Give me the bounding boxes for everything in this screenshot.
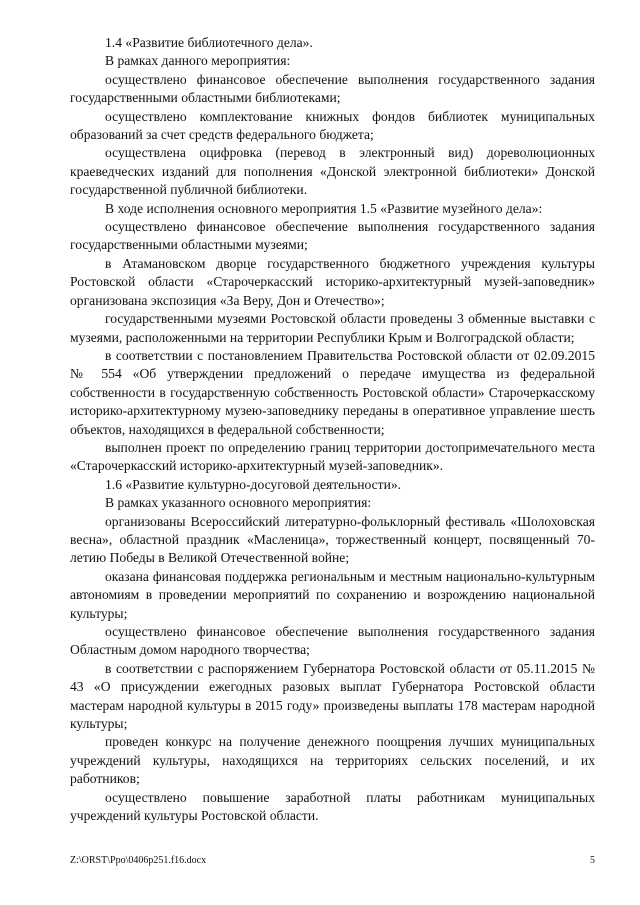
paragraph: осуществлено финансовое обеспечение выполнения государственного задания государственными областными музеями; bbox=[70, 219, 595, 253]
page-footer bbox=[70, 855, 595, 866]
paragraph: в Атамановском дворце государственного бюджетного учреждения культуры Ростовской области «Старочеркасский историко-архитектурный музей-заповедник» организована экспозиция «За Веру, Дон и Отечество»; bbox=[70, 255, 595, 308]
paragraph: государственными музеями Ростовской области проведены 3 обменные выставки с музеями, расположенными на территории Республики Крым и Волгоградской области; bbox=[70, 311, 595, 345]
paragraph: оказана финансовая поддержка региональным и местным национально-культурным автономиям в проведении мероприятий по сохранению и возрождению национальной культуры; bbox=[70, 568, 595, 621]
paragraph: осуществлено комплектование книжных фондов библиотек муниципальных образований за счет средств федерального бюджета; bbox=[70, 108, 595, 143]
section-heading-1-4: 1.4 «Развитие библиотечного дела». bbox=[105, 35, 313, 50]
section-heading-1-6: 1.6 «Развитие культурно-досуговой деятельности». bbox=[105, 476, 402, 492]
paragraph: проведен конкурс на получение денежного поощрения лучших муниципальных учреждений культуры, находящихся на территориях сельских поселений, и их работников; bbox=[70, 734, 595, 787]
page-number: 5 bbox=[590, 855, 595, 866]
document-body bbox=[70, 34, 595, 825]
paragraph: выполнен проект по определению границ территории достопримечательного места «Старочеркасский историко-архитектурный музей-заповедник». bbox=[70, 439, 595, 474]
paragraph: осуществлена оцифровка (перевод в электронный вид) дореволюционных краеведческих изданий для пополнения «Донской электронной библиотеки» Донской государственной публичной библиотеки. bbox=[70, 145, 595, 198]
paragraph: В рамках указанного основного мероприятия: bbox=[105, 495, 372, 511]
paragraph: осуществлено финансовое обеспечение выполнения государственного задания Областным домом народного творчества; bbox=[70, 624, 595, 658]
paragraph: осуществлено повышение заработной платы работникам муниципальных учреждений культуры Ростовской области. bbox=[70, 789, 595, 824]
paragraph: в соответствии с распоряжением Губернатора Ростовской области от 05.11.2015 № 43 «О присуждении ежегодных разовых выплат Губернатора Ростовской области мастерам народной культуры в 2015 году» произведены выплаты 178 мастерам народной культуры; bbox=[70, 660, 595, 732]
paragraph: В ходе исполнения основного мероприятия 1.5 «Развитие музейного дела»: bbox=[105, 200, 543, 216]
paragraph: организованы Всероссийский литературно-фольклорный фестиваль «Шолоховская весна», областной праздник «Масленица», торжественный концерт, посвященный 70-летию Победы в Великой Отечественной войне; bbox=[70, 513, 595, 566]
paragraph: в соответствии с постановлением Правительства Ростовской области от 02.09.2015 № 554 «Об утверждении предложений о передаче имущества из федеральной собственности в государственную собственность Ростовской области» Старочеркасскому историко-архитектурному музею-заповеднику переданы в оперативное управление шесть объектов, находящихся в федеральной собственности; bbox=[70, 347, 595, 437]
paragraph: В рамках данного мероприятия: bbox=[105, 53, 291, 69]
paragraph: осуществлено финансовое обеспечение выполнения государственного задания государственными областными библиотеками; bbox=[70, 71, 595, 106]
file-path: Z:\ORST\Ppo\0406p251.f16.docx bbox=[70, 855, 207, 866]
